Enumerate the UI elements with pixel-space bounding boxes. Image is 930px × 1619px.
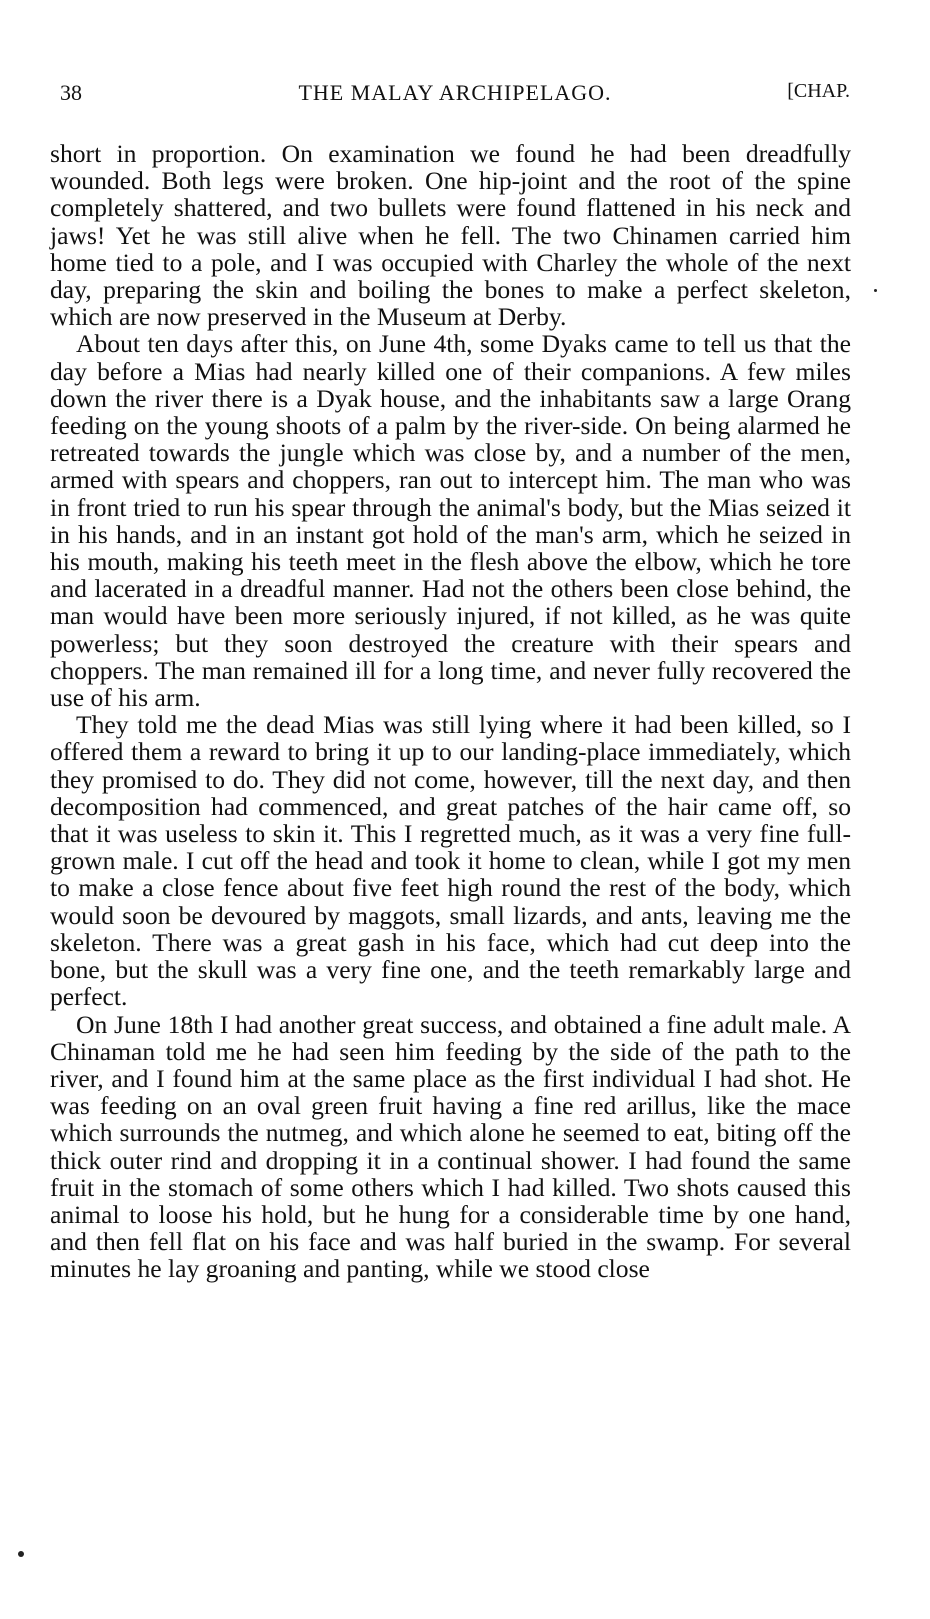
running-title: THE MALAY ARCHIPELAGO. <box>298 80 612 105</box>
chapter-marker: [CHAP. <box>787 80 850 102</box>
paragraph: They told me the dead Mias was still lying where it had been killed, so I offered them a reward to bring it up to our landing-place immediately, which they promised to do. They did not come, however, till the next day, and then decomposition had commenced, and great patches of the hair came off, so that it was useless to skin it. This I regretted much, as it was a very fine full-grown male. I cut off the head and took it home to clean, while I got my men to make a close fence about five feet high round the rest of the body, which would soon be devoured by maggots, small lizards, and ants, leaving me the skeleton. There was a great gash in his face, which had cut deep into the bone, but the skull was a very fine one, and the teeth remarkably large and perfect. <box>50 710 851 1012</box>
paragraph: short in proportion. On examination we found he had been dreadfully wounded. Both legs were broken. One hip-joint and the root of the spine completely shattered, and two bullets were found flattened in his neck and jaws! Yet he was still alive when he fell. The two Chinamen carried him home tied to a pole, and I was occupied with Charley the whole of the next day, preparing the skin and boiling the bones to make a perfect skeleton, which are now preserved in the Museum at Derby. <box>50 139 851 332</box>
body-text <box>50 140 851 1283</box>
running-header <box>60 80 850 114</box>
ink-speck <box>874 289 877 292</box>
page-number: 38 <box>60 80 82 105</box>
ink-speck <box>18 1551 24 1557</box>
paragraph: On June 18th I had another great success, and obtained a fine adult male. A Chinaman told me he had seen him feeding by the side of the path to the river, and I found him at the same place as the first individual I had shot. He was feeding on an oval green fruit having a fine red arillus, like the mace which surrounds the nutmeg, and which alone he seemed to eat, biting off the thick outer rind and dropping it in a continual shower. I had found the same fruit in the stomach of some others which I had killed. Two shots caused this animal to loose his hold, but he hung for a considerable time by one hand, and then fell flat on his face and was half buried in the swamp. For several minutes he lay groaning and panting, while we stood close <box>50 1009 851 1284</box>
paragraph: About ten days after this, on June 4th, some Dyaks came to tell us that the day before a Mias had nearly killed one of their companions. A few miles down the river there is a Dyak house, and the inhabitants saw a large Orang feeding on the young shoots of a palm by the river-side. On being alarmed he retreated towards the jungle which was close by, and a number of the men, armed with spears and choppers, ran out to intercept him. The man who was in front tried to run his spear through the animal's body, but the Mias seized it in his hands, and in an instant got hold of the man's arm, which he seized in his mouth, making his teeth meet in the flesh above the elbow, which he tore and lacerated in a dreadful manner. Had not the others been close behind, the man would have been more seriously injured, if not killed, as he was quite powerless; but they soon destroyed the creature with their spears and choppers. The man remained ill for a long time, and never fully recovered the use of his arm. <box>50 329 851 713</box>
